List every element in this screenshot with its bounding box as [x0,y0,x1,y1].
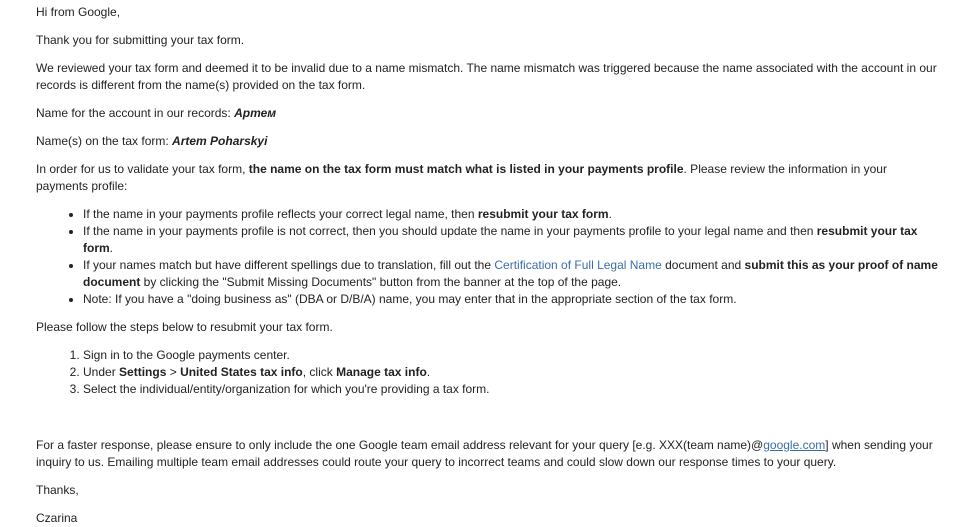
validate-paragraph [36,161,940,195]
tax-info-label: United States tax info [180,365,303,379]
closing: Thanks, [36,483,79,497]
validate-post: . Please review the information in your payments profile: [36,162,887,193]
step-2-click: , click [302,365,337,379]
bullet-1-post: . [608,207,612,221]
step-2-post: . [426,365,431,379]
form-name-line [36,133,940,150]
validate-bold: the name on the tax form must match what is listed in your payments profile [248,162,684,176]
thanks-line: Thank you for submitting your tax form. [36,33,245,47]
form-name-value: Artem Poharskyi [172,134,268,148]
bullet-1-pre: If the name in your payments profile reflects your correct legal name, then [83,207,478,221]
bullet-2-bold: resubmit your tax form [83,224,918,255]
bullet-2-pre: If the name in your payments profile is not correct, then you should update the name in your payments profile to your legal name and then [83,224,817,238]
list-item: 3. Select the individual/entity/organization for which you're providing a tax form. [83,381,940,398]
bullet-3-pre: If your names match but have different spellings due to translation, fill out the [83,258,495,272]
instructions-list [36,206,940,308]
list-item: • Note: If you have a "doing business as" (DBA or D/B/A) name, you may enter that in the appropriate section of the tax form. [83,291,940,308]
list-item [83,257,940,291]
faster-pre: For a faster response, please ensure to only include the one Google team email address relevant for your query [e.g. XXX(team name)@ [36,438,764,452]
list-item [83,364,940,381]
account-name-label: Name for the account in our records: [36,106,235,120]
bullet-3-mid: document and [661,258,745,272]
steps-list [36,347,940,398]
form-name-label: Name(s) on the tax form: [36,134,173,148]
validate-pre: In order for us to validate your tax form, [36,162,249,176]
spacer [36,409,940,437]
greeting: Hi from Google, [36,5,121,19]
bullet-2-post: . [109,241,114,255]
account-name-line [36,105,940,122]
step-2-pre: Under [83,365,120,379]
bullet-3-bold: submit this as your proof of name document [83,258,938,289]
settings-label: Settings [119,365,167,379]
review-paragraph: We reviewed your tax form and deemed it to be invalid due to a name mismatch. The name mismatch was triggered because the name associated with the account in our records is different from the name(s) provided on the tax form. [36,61,937,92]
faster-post: ] when sending your inquiry to us. Emailing multiple team email addresses could route your query to incorrect teams and could slow down our response times to your query. [36,438,933,469]
certification-link[interactable]: Certification of Full Legal Name [494,258,662,272]
bullet-1-bold: resubmit your tax form [477,207,609,221]
account-name-value: Артем [234,106,277,120]
list-item [83,223,940,257]
list-item: 1. Sign in to the Google payments center. [83,347,940,364]
signature: Czarina [36,511,78,525]
manage-tax-info-label: Manage tax info [336,365,427,379]
list-item [83,206,940,223]
google-com-link[interactable]: google.com [763,438,826,452]
faster-response-paragraph [36,437,940,471]
steps-intro: Please follow the steps below to resubmit your tax form. [36,320,333,334]
bullet-3-post: by clicking the "Submit Missing Documents" button from the banner at the top of the page. [140,275,622,289]
step-2-sep: > [166,365,181,379]
